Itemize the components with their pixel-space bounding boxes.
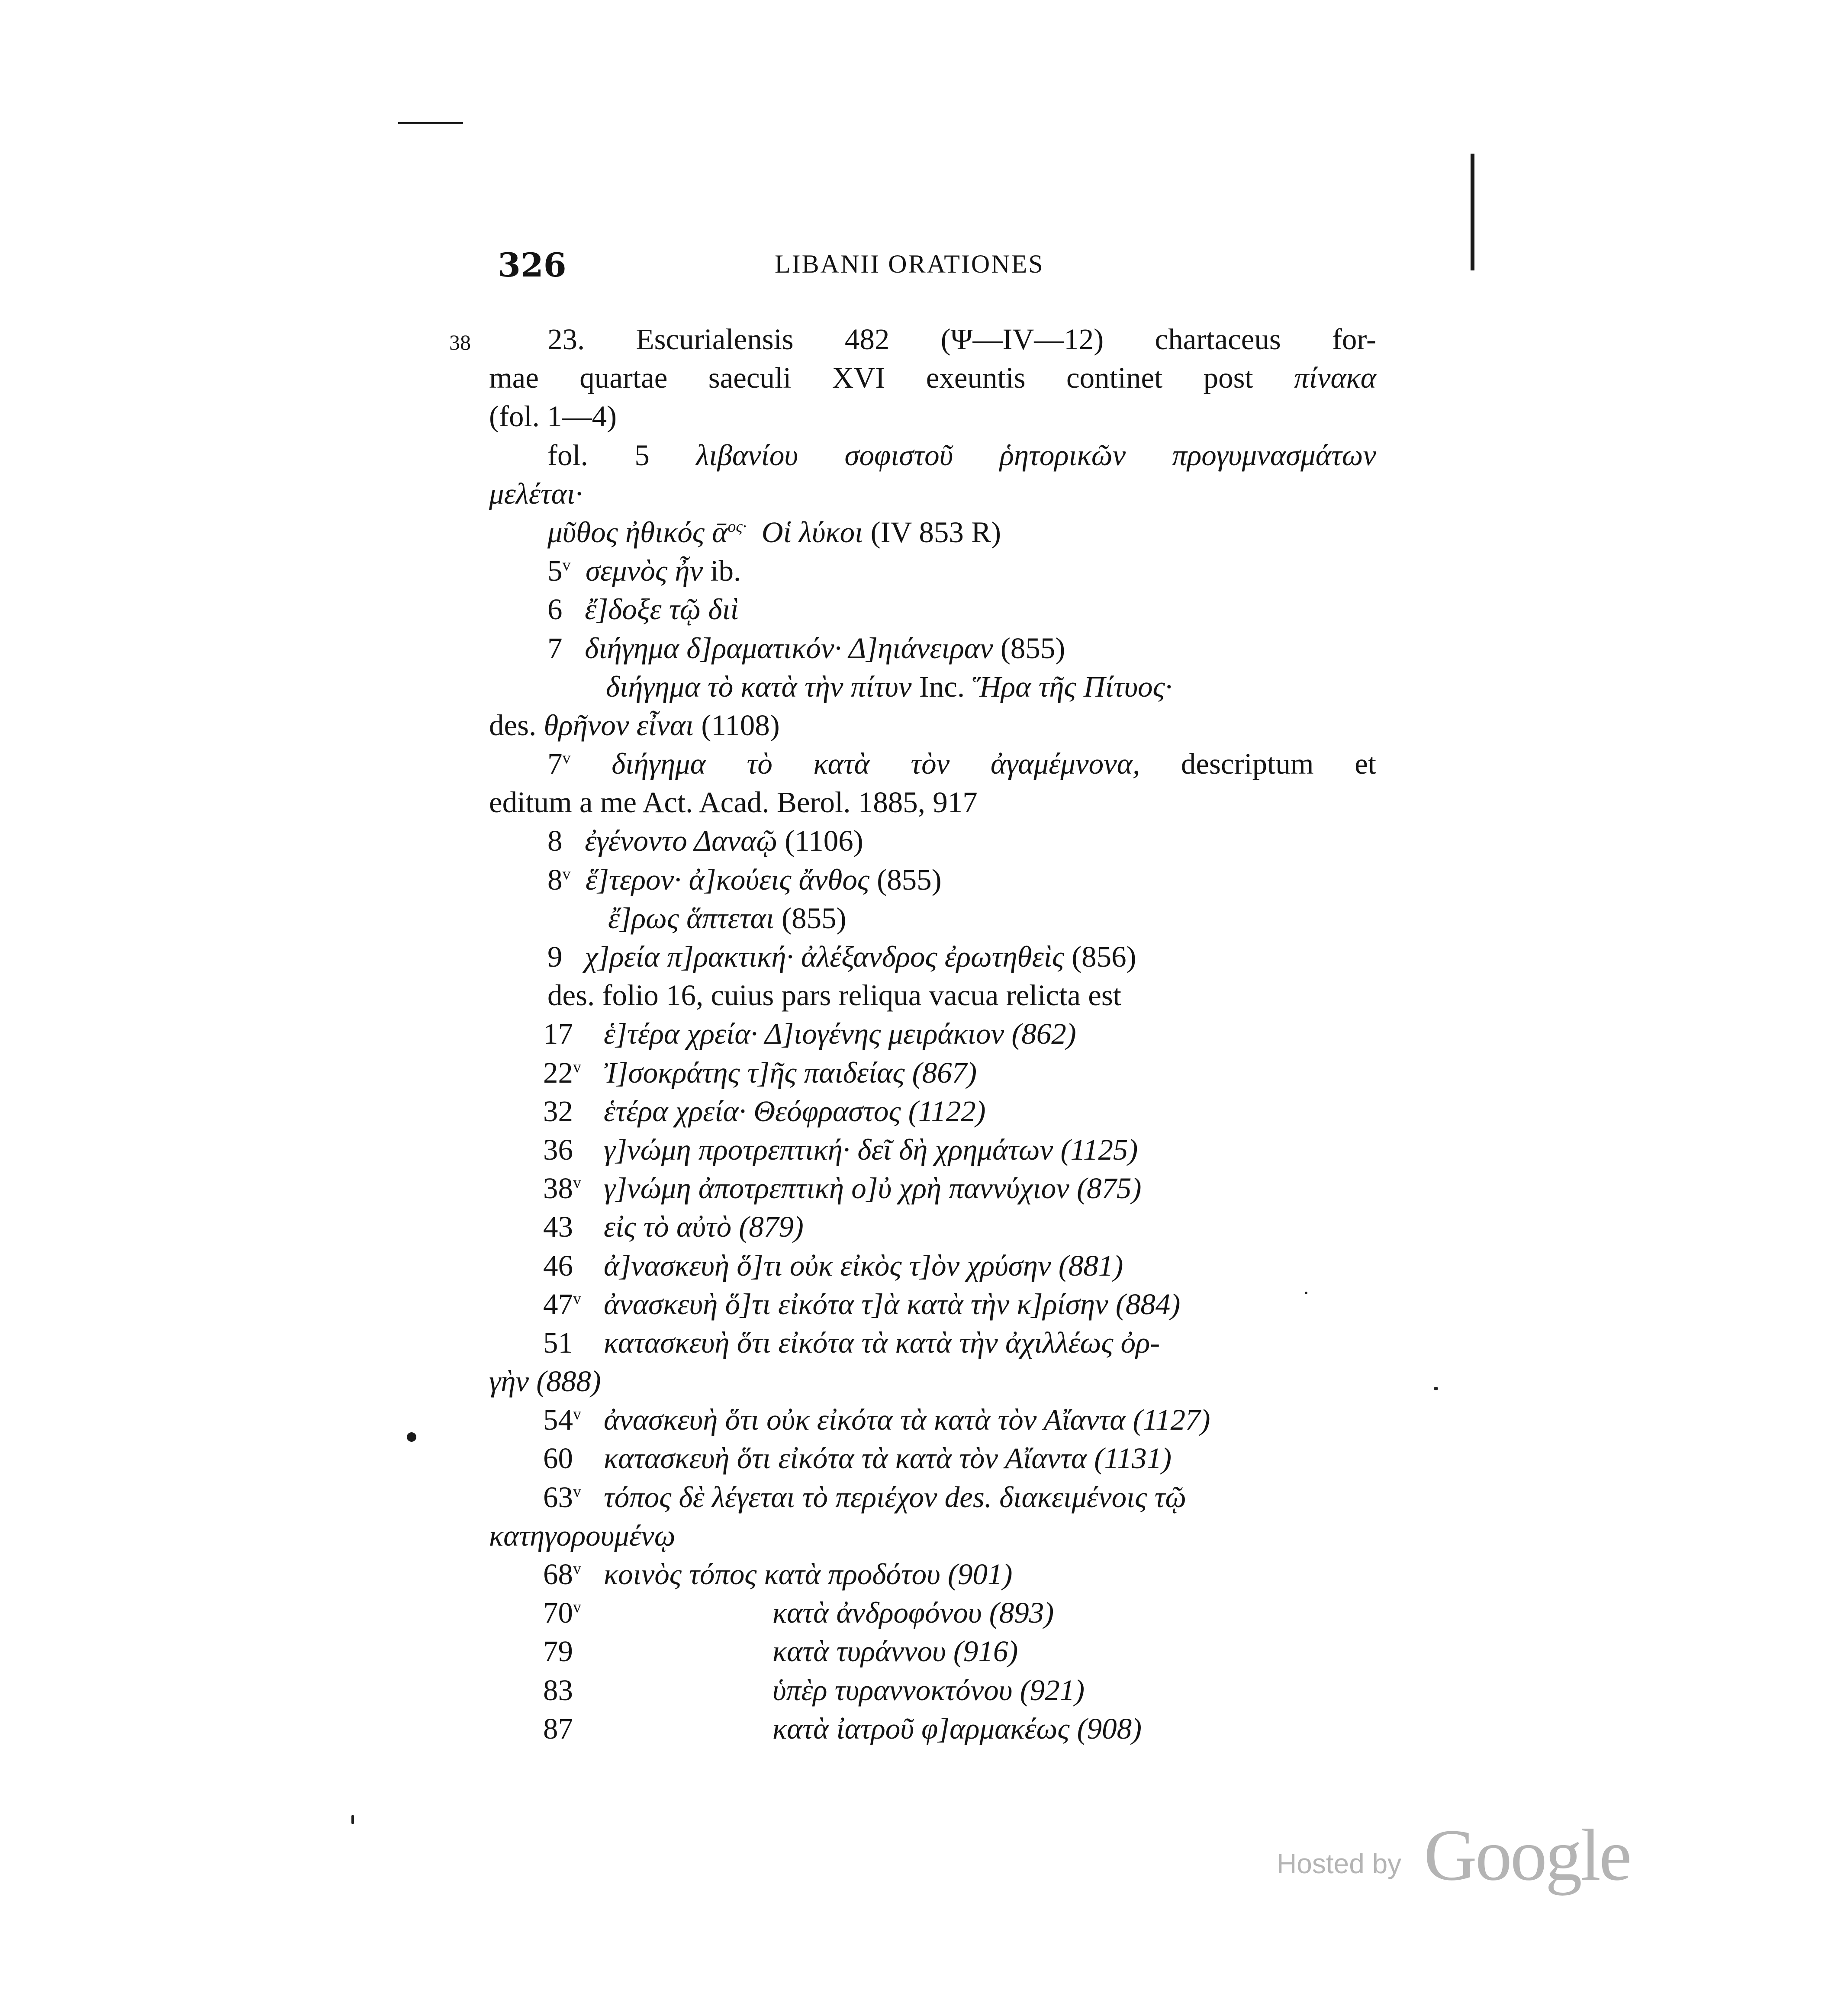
folio-entry: 32 ἑτέρα χρεία· Θεόφραστος (1122)	[543, 1094, 986, 1128]
text-line: editum a me Act. Acad. Berol. 1885, 917	[489, 786, 978, 819]
folio-entry: 68$^v$ κοινὸς τόπος κατὰ προδότου (901)	[543, 1558, 1013, 1591]
folio-entry: 46 ἀ]νασκευὴ ὅ]τι οὐκ εἰκὸς τ]ὸν χρύσην (881)	[543, 1249, 1123, 1282]
scan-mark-right	[1471, 154, 1474, 270]
google-watermark	[1277, 1814, 1709, 1910]
text-line: 23. Escurialensis 482 (Ψ—IV—12) chartaceus for-	[547, 323, 1376, 356]
page-number: 326	[498, 246, 566, 284]
text-line: γὴν (888)	[489, 1365, 601, 1398]
folio-entry: 36 γ]νώμη προτρεπτική· δεῖ δὴ χρημάτων (1125)	[543, 1133, 1138, 1166]
text-line: des. θρῆνον εἶναι (1108)	[489, 708, 780, 742]
text-line: κατηγορουμένῳ	[489, 1519, 676, 1552]
text-line: 7$^v$ διήγημα τὸ κατὰ τὸν ἀγαμέμνονα, descriptum et	[547, 747, 1377, 781]
text-line: (fol. 1—4)	[489, 400, 617, 433]
folio-entry: 79 κατὰ τυράννου (916)	[543, 1635, 1018, 1668]
text-line: 9 χ]ρεία π]ρακτική· ἀλέξανδρος ἐρωτηθεὶς (856)	[547, 940, 1136, 973]
text-line: μῦθος ἠθικός ᾱ$^{o\varsigma\cdot}$ Οἱ λύκοι (IV 853 R)	[547, 515, 1001, 549]
text-line: 7 διήγημα δ]ραματικόν· Δ]ηιάνειραν (855)	[547, 631, 1065, 665]
folio-entry: 83 ὑπὲρ τυραννοκτόνου (921)	[543, 1673, 1085, 1707]
hosted-by-label: Hosted by	[1277, 1848, 1402, 1879]
text-line: 8 ἐγένοντο Δαναῷ (1106)	[547, 824, 863, 858]
margin-number: 38	[449, 330, 471, 354]
folio-entry: 38$^v$ γ]νώμη ἀποτρεπτικὴ ο]ὐ χρὴ παννύχιον (875)	[543, 1172, 1142, 1205]
folio-entry: 63$^v$ τόπος δὲ λέγεται τὸ περιέχον des. διακειμένοις τῷ	[543, 1480, 1186, 1514]
folio-entry: 54$^v$ ἀνασκευὴ ὅτι οὐκ εἰκότα τὰ κατὰ τὸν Αἴαντα (1127)	[543, 1403, 1210, 1437]
scan-mark-top	[398, 122, 463, 124]
text-line: ἔ]ρως ἅπτεται (855)	[608, 901, 847, 935]
text-line: μελέται·	[489, 477, 583, 510]
text-line: mae quartae saeculi XVI exeuntis continet post πίνακα	[489, 361, 1376, 395]
body-text	[489, 320, 1376, 1748]
google-logo: Google	[1424, 1814, 1630, 1896]
folio-entry: 47$^v$ ἀνασκευὴ ὅ]τι εἰκότα τ]ὰ κατὰ τὴν κ]ρίσην (884)	[543, 1287, 1181, 1321]
scan-speck	[1434, 1387, 1438, 1390]
scan-dot-left	[407, 1432, 416, 1442]
folio-entry: 87 κατὰ ἰατροῦ φ]αρμακέως (908)	[543, 1712, 1142, 1745]
text-line: 8$^v$ ἕ]τερον· ἀ]κούεις ἄνθος (855)	[547, 863, 942, 896]
text-line: 6 ἔ]δοξε τῷ διὶ	[547, 593, 739, 626]
folio-entry: 51 κατασκευὴ ὅτι εἰκότα τὰ κατὰ τὴν ἀχιλλέως ὀρ-	[543, 1326, 1160, 1359]
text-line: des. folio 16, cuius pars reliqua vacua relicta est	[547, 979, 1121, 1012]
text-line: διήγημα τὸ κατὰ τὴν πίτυν Inc. Ἥρα τῆς Πίτυος·	[606, 670, 1172, 703]
folio-entry: 60 κατασκευὴ ὅτι εἰκότα τὰ κατὰ τὸν Αἴαντα (1131)	[543, 1442, 1172, 1475]
folio-entry: 17 ἑ]τέρα χρεία· Δ]ιογένης μειράκιον (862)	[543, 1017, 1076, 1051]
running-title: LIBANII ORATIONES	[775, 250, 1044, 278]
folio-entry: 70$^v$ κατὰ ἀνδροφόνου (893)	[543, 1596, 1054, 1630]
scan-speck	[351, 1815, 354, 1824]
folio-entry: 43 εἰς τὸ αὐτὸ (879)	[543, 1210, 804, 1244]
text-line: fol. 5 λιβανίου σοφιστοῦ ῥητορικῶν προγυμνασμάτων	[547, 438, 1377, 472]
text-line: 5$^v$ σεμνὸς ἦν ib.	[547, 554, 741, 588]
folio-entry: 22$^v$ Ἰ]σοκράτης τ]ῆς παιδείας (867)	[543, 1056, 977, 1089]
page-header	[498, 246, 1147, 289]
